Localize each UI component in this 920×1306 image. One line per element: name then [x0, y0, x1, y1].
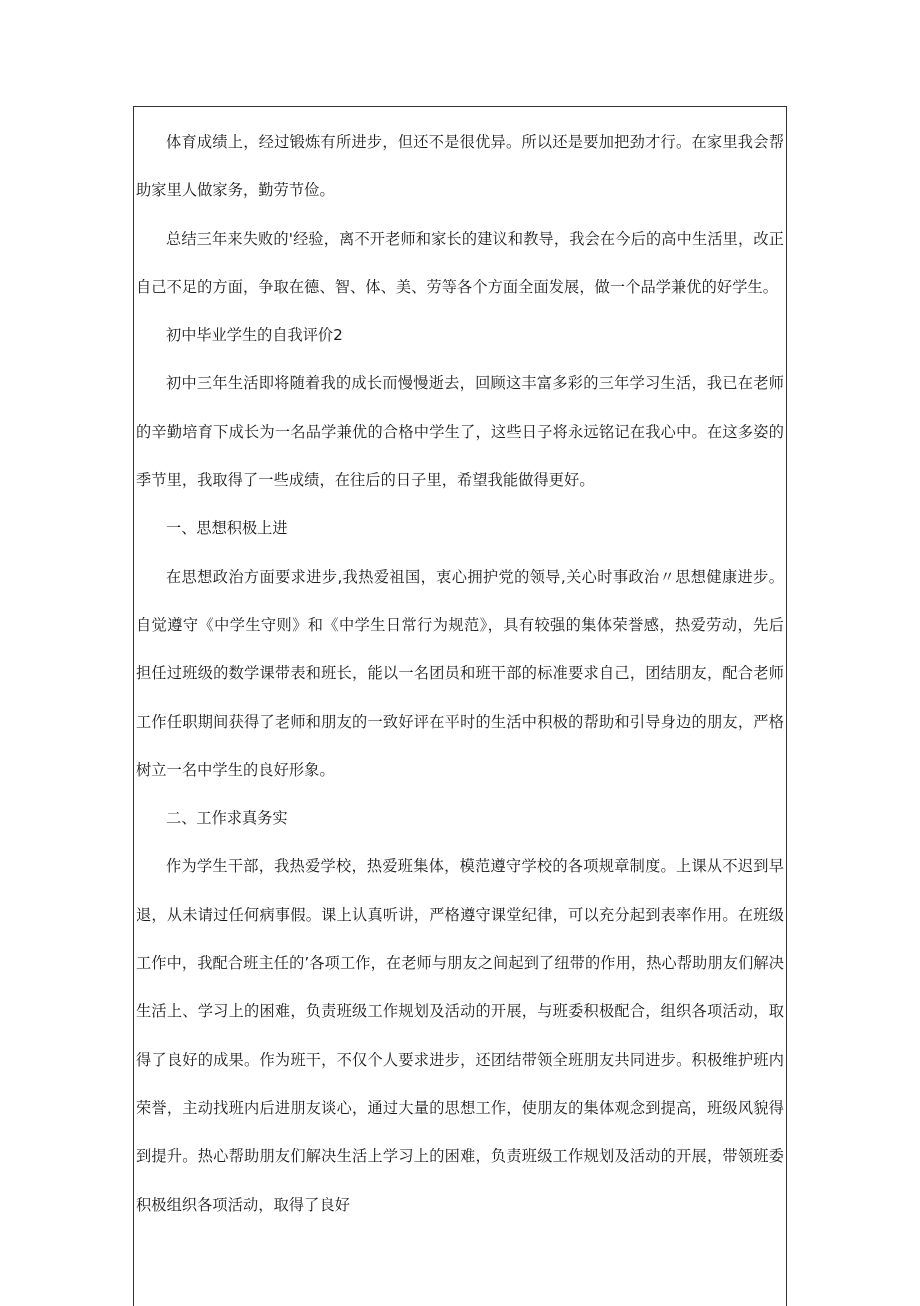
document-body [136, 118, 784, 1229]
paragraph-sports: 体育成绩上，经过锻炼有所进步，但还不是很优异。所以还是要加把劲才行。在家里我会帮助家里人做家务，勤劳节俭。 [136, 133, 784, 200]
heading-thought: 一、思想积极上进 [166, 519, 288, 538]
heading-work: 二、工作求真务实 [166, 809, 288, 828]
paragraph-summary: 总结三年来失败的'经验，离不开老师和家长的建议和教导，我会在今后的高中生活里，改正自己不足的方面，争取在德、智、体、美、劳等各个方面全面发展，做一个品学兼优的好学生。 [136, 229, 784, 296]
paragraph-thought: 在思想政治方面要求进步,我热爱祖国，衷心拥护党的领导,关心时事政治〃思想健康进步。自觉遵守《中学生守则》和《中学生日常行为规范》，具有较强的集体荣誉感，热爱劳动，先后担任过班级的数学课带表和班长，能以一名团员和班干部的标准要求自己，团结朋友，配合老师工作任职期间获得了老师和朋友的一致好评在平时的生活中积极的帮助和引导身边的朋友，严格树立一名中学生的良好形象。 [136, 567, 784, 779]
paragraph-intro: 初中三年生活即将随着我的成长而慢慢逝去，回顾这丰富多彩的三年学习生活，我已在老师的辛勤培育下成长为一名品学兼优的合格中学生了，这些日子将永远铭记在我心中。在这多姿的季节里，我取得了一些成绩，在往后的日子里，希望我能做得更好。 [136, 374, 784, 490]
paragraph-work: 作为学生干部，我热爱学校，热爱班集体，模范遵守学校的各项规章制度。上课从不迟到早退，从未请过任何病事假。课上认真听讲，严格遵守课堂纪律，可以充分起到表率作用。在班级工作中，我配合班主任的’各项工作，在老师与朋友之间起到了纽带的作用，热心帮助朋友们解决生活上、学习上的困难，负责班级工作规划及活动的开展，与班委积极配合，组织各项活动，取得了良好的成果。作为班干，不仅个人要求进步，还团结带领全班朋友共同进步。积极维护班内荣誉，主动找班内后进朋友谈心，通过大量的思想工作，使朋友的集体观念到提高，班级风貌得到提升。热心帮助朋友们解决生活上学习上的困难，负责班级工作规划及活动的开展，带领班委积极组织各项活动，取得了良好 [136, 857, 784, 1214]
section-title: 初中毕业学生的自我评价2 [166, 326, 343, 345]
